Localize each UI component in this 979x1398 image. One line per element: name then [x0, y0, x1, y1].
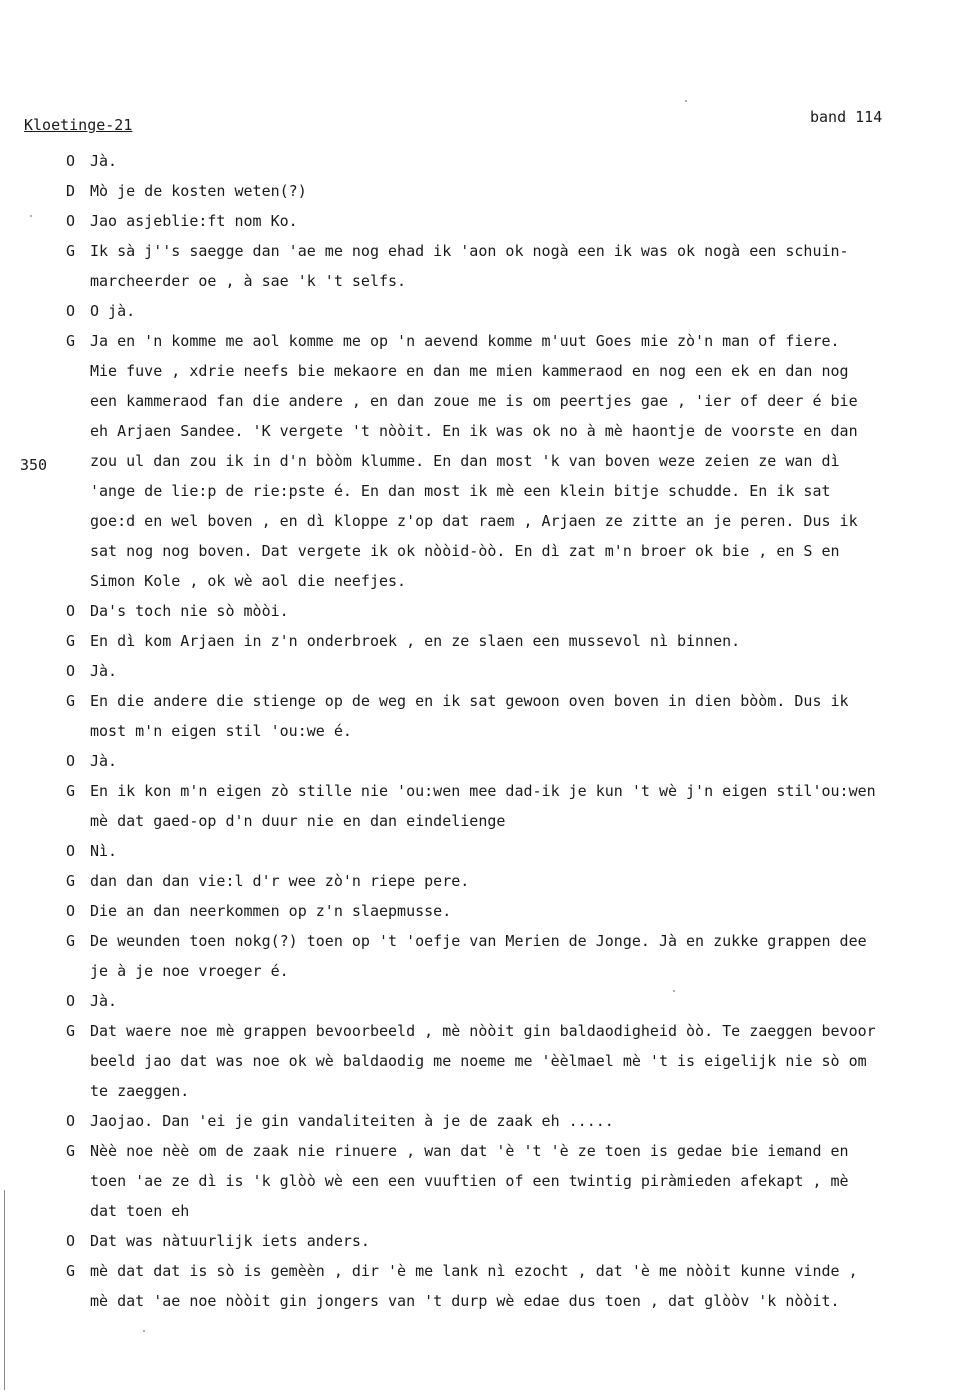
utterance-line: Mie fuve , xdrie neefs bie mekaore en dan me mien kammeraod en nog een ek en dan nog: [90, 362, 849, 380]
margin-line-number: 350: [20, 456, 48, 474]
utterance-line: Jà.: [90, 152, 118, 170]
margin-rule: [4, 1190, 5, 1390]
utterance-line: dat toen eh: [90, 1202, 190, 1220]
transcript-turn: [66, 236, 971, 296]
utterance-line: 'ange de lie:p de rie:pste é. En dan most ik mè een klein bitje schudde. En ik sat: [90, 482, 831, 500]
speaker-label: D: [66, 182, 76, 200]
speaker-label: O: [66, 152, 76, 170]
transcript-turn: [66, 326, 971, 596]
speaker-label: O: [66, 842, 76, 860]
utterance-line: te zaeggen.: [90, 1082, 190, 1100]
speaker-label: O: [66, 212, 76, 230]
utterance-line: een kammeraod fan die andere , en dan zoue me is om peertjes gae , 'ier of deer é bie: [90, 392, 858, 410]
speaker-label: G: [66, 692, 76, 710]
transcript-turn: [66, 1016, 971, 1106]
speck: [685, 100, 687, 102]
band-number: band 114: [810, 108, 883, 126]
transcript-turn: [66, 776, 971, 836]
utterance-line: O jà.: [90, 302, 136, 320]
transcript-turn: [66, 1106, 971, 1136]
speaker-label: G: [66, 1022, 76, 1040]
utterance-line: je à je noe vroeger é.: [90, 962, 289, 980]
transcript-turn: [66, 146, 971, 176]
utterance-line: En die andere die stienge op de weg en ik sat gewoon oven boven in dien bòòm. Dus ik: [90, 692, 849, 710]
transcript-turn: [66, 686, 971, 746]
transcript-turn: [66, 296, 971, 326]
utterance-line: Dat was nàtuurlijk iets anders.: [90, 1232, 370, 1250]
transcript-turn: [66, 1256, 971, 1316]
utterance-line: most m'n eigen stil 'ou:we é.: [90, 722, 352, 740]
speaker-label: O: [66, 602, 76, 620]
speaker-label: G: [66, 872, 76, 890]
speaker-label: O: [66, 302, 76, 320]
transcript-turn: [66, 1136, 971, 1226]
utterance-line: goe:d en wel boven , en dì kloppe z'op dat raem , Arjaen ze zitte an je peren. Dus ik: [90, 512, 858, 530]
utterance-line: Jao asjeblie:ft nom Ko.: [90, 212, 298, 230]
utterance-line: Jà.: [90, 662, 118, 680]
transcript-turn: [66, 746, 971, 776]
speck: [30, 215, 32, 217]
transcript-turn: [66, 866, 971, 896]
utterance-line: Nì.: [90, 842, 118, 860]
utterance-line: Dat waere noe mè grappen bevoorbeeld , mè nòòit gin baldaodigheid òò. Te zaeggen bevoor: [90, 1022, 876, 1040]
utterance-line: dan dan dan vie:l d'r wee zò'n riepe pere.: [90, 872, 470, 890]
utterance-line: Jà.: [90, 752, 118, 770]
utterance-line: Simon Kole , ok wè aol die neefjes.: [90, 572, 407, 590]
speaker-label: G: [66, 632, 76, 650]
transcript-turn: [66, 986, 971, 1016]
utterance-line: Ik sà j''s saegge dan 'ae me nog ehad ik 'aon ok nogà een ik was ok nogà een schuin-: [90, 242, 849, 260]
transcript-turn: [66, 836, 971, 866]
speaker-label: O: [66, 1232, 76, 1250]
speaker-label: G: [66, 782, 76, 800]
utterance-line: Da's toch nie sò mòòi.: [90, 602, 289, 620]
utterance-line: En ik kon m'n eigen zò stille nie 'ou:wen mee dad-ik je kun 't wè j'n eigen stil'ou:wen: [90, 782, 876, 800]
utterance-line: Die an dan neerkommen op z'n slaepmusse.: [90, 902, 452, 920]
utterance-line: De weunden toen nokg(?) toen op 't 'oefje van Merien de Jonge. Jà en zukke grappen dee: [90, 932, 867, 950]
speck: [673, 990, 675, 992]
utterance-line: mè dat dat is sò is gemèèn , dir 'è me lank nì ezocht , dat 'è me nòòit kunne vinde ,: [90, 1262, 858, 1280]
transcript-turn: [66, 626, 971, 656]
transcript-turn: [66, 926, 971, 986]
transcript-turn: [66, 596, 971, 626]
speaker-label: O: [66, 902, 76, 920]
transcript-turn: [66, 176, 971, 206]
utterance-line: mè dat gaed-op d'n duur nie en dan eindelienge: [90, 812, 506, 830]
utterance-line: sat nog nog boven. Dat vergete ik ok nòòid-òò. En dì zat m'n broer ok bie , en S en: [90, 542, 840, 560]
speaker-label: G: [66, 1262, 76, 1280]
utterance-line: Ja en 'n komme me aol komme me op 'n aevend komme m'uut Goes mie zò'n man of fiere.: [90, 332, 840, 350]
speaker-label: O: [66, 992, 76, 1010]
utterance-line: Mò je de kosten weten(?): [90, 182, 307, 200]
utterance-line: Jà.: [90, 992, 118, 1010]
transcript-turn: [66, 1226, 971, 1256]
speaker-label: O: [66, 752, 76, 770]
transcript-turn: [66, 206, 971, 236]
speaker-label: G: [66, 242, 76, 260]
speaker-label: O: [66, 1112, 76, 1130]
speck: [143, 1330, 145, 1332]
speaker-label: G: [66, 1142, 76, 1160]
speaker-label: G: [66, 932, 76, 950]
utterance-line: En dì kom Arjaen in z'n onderbroek , en ze slaen een mussevol nì binnen.: [90, 632, 741, 650]
utterance-line: eh Arjaen Sandee. 'K vergete 't nòòit. En ik was ok no à mè haontje de voorste en dan: [90, 422, 858, 440]
utterance-line: beeld jao dat was noe ok wè baldaodig me noeme me 'èèlmael mè 't is eigelijk nie sò om: [90, 1052, 867, 1070]
transcript-turn: [66, 896, 971, 926]
transcript-body: [66, 146, 971, 1316]
speaker-label: O: [66, 662, 76, 680]
utterance-line: marcheerder oe , à sae 'k 't selfs.: [90, 272, 407, 290]
utterance-line: toen 'ae ze dì is 'k glòò wè een een vuuftien of een twintig piràmieden afekapt , mè: [90, 1172, 849, 1190]
speaker-label: G: [66, 332, 76, 350]
utterance-line: zou ul dan zou ik in d'n bòòm klumme. En dan most 'k van boven weze zeien ze wan dì: [90, 452, 840, 470]
utterance-line: mè dat 'ae noe nòòit gin jongers van 't durp wè edae dus toen , dat glòòv 'k nòòit.: [90, 1292, 840, 1310]
document-title: Kloetinge-21: [24, 116, 133, 134]
utterance-line: Jaojao. Dan 'ei je gin vandaliteiten à je de zaak eh .....: [90, 1112, 614, 1130]
utterance-line: Nèè noe nèè om de zaak nie rinuere , wan dat 'è 't 'è ze toen is gedae bie iemand en: [90, 1142, 849, 1160]
transcript-turn: [66, 656, 971, 686]
